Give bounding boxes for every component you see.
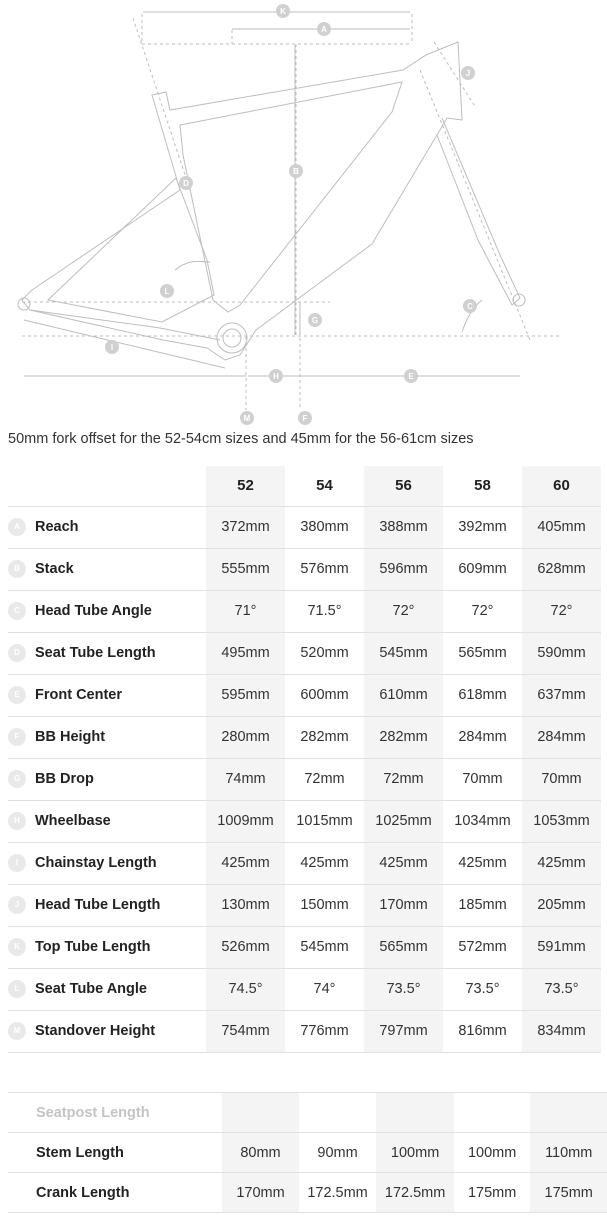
table-cell: 185mm <box>443 884 522 926</box>
fork-offset-note: 50mm fork offset for the 52-54cm sizes and 45mm for the 56-61cm sizes <box>8 431 474 447</box>
geometry-table <box>8 466 601 1053</box>
row-key-badge: F <box>8 728 26 746</box>
table-cell: 150mm <box>285 884 364 926</box>
table-cell: 610mm <box>364 674 443 716</box>
marker-d <box>179 176 193 190</box>
row-key-badge: I <box>8 854 26 872</box>
table-cell: 72° <box>364 590 443 632</box>
row-label: Chainstay Length <box>35 855 157 871</box>
row-key-badge: E <box>8 686 26 704</box>
marker-a <box>317 22 331 36</box>
table-row <box>8 548 601 590</box>
table-cell: 816mm <box>443 1010 522 1052</box>
table-cell: 576mm <box>285 548 364 590</box>
svg-text:L: L <box>164 287 170 296</box>
table-row <box>8 842 601 884</box>
table-cell: 80mm <box>222 1133 299 1173</box>
marker-k <box>276 4 290 18</box>
row-label: Front Center <box>35 687 122 703</box>
svg-text:B: B <box>293 167 299 176</box>
table-cell: 572mm <box>443 926 522 968</box>
table-cell: 170mm <box>364 884 443 926</box>
table-cell: 110mm <box>530 1133 607 1173</box>
table-cell: 596mm <box>364 548 443 590</box>
table-cell: 1015mm <box>285 800 364 842</box>
svg-text:F: F <box>302 414 308 423</box>
table-cell: 170mm <box>222 1173 299 1213</box>
table-row <box>8 800 601 842</box>
table-cell: 90mm <box>299 1133 377 1173</box>
table-cell: 425mm <box>364 842 443 884</box>
table-cell: 425mm <box>285 842 364 884</box>
header-blank <box>8 466 206 506</box>
size-header: 56 <box>364 466 443 506</box>
table-cell: 380mm <box>285 506 364 548</box>
table-cell: 372mm <box>206 506 285 548</box>
row-label: Seat Tube Length <box>35 645 156 661</box>
table-row <box>8 674 601 716</box>
table-cell: 526mm <box>206 926 285 968</box>
table-cell: 425mm <box>443 842 522 884</box>
table-cell <box>530 1093 607 1133</box>
frame-inner-triangle <box>180 82 402 312</box>
table-cell: 73.5° <box>522 968 601 1010</box>
size-header-row <box>8 466 601 506</box>
size-header: 58 <box>474 477 491 495</box>
table-cell: 280mm <box>206 716 285 758</box>
row-label: Wheelbase <box>35 813 111 829</box>
table-cell: 495mm <box>206 632 285 674</box>
table-row <box>8 506 601 548</box>
table-cell: 797mm <box>364 1010 443 1052</box>
row-label: BB Height <box>35 729 106 745</box>
table-cell: 172.5mm <box>376 1173 454 1213</box>
table-row <box>8 590 601 632</box>
table-cell: 545mm <box>285 926 364 968</box>
table-cell: 74mm <box>206 758 285 800</box>
table-cell: 425mm <box>522 842 601 884</box>
svg-text:G: G <box>311 316 319 325</box>
svg-text:C: C <box>467 302 473 311</box>
row-key-badge: J <box>8 896 26 914</box>
table-cell: 100mm <box>454 1133 531 1173</box>
table-cell: 284mm <box>522 716 601 758</box>
row-key-badge: H <box>8 812 26 830</box>
table-cell: 73.5° <box>364 968 443 1010</box>
table-cell: 388mm <box>364 506 443 548</box>
table-cell: 72° <box>522 590 601 632</box>
table-cell: 74° <box>285 968 364 1010</box>
size-header: 60 <box>522 466 601 506</box>
marker-m <box>240 411 254 425</box>
row-key-badge: M <box>8 1022 26 1040</box>
table-cell: 405mm <box>522 506 601 548</box>
table-cell: 70mm <box>443 758 522 800</box>
svg-text:E: E <box>408 372 414 381</box>
marker-c <box>463 299 477 313</box>
table-row <box>8 926 601 968</box>
table-cell: 1034mm <box>443 800 522 842</box>
table-cell: 609mm <box>443 548 522 590</box>
table-cell: 776mm <box>285 1010 364 1052</box>
table-cell: 425mm <box>206 842 285 884</box>
table-cell <box>299 1093 377 1133</box>
marker-g <box>308 313 322 327</box>
row-key-badge: A <box>8 518 26 536</box>
svg-text:I: I <box>110 343 114 352</box>
marker-h <box>269 369 283 383</box>
table-cell: 72° <box>443 590 522 632</box>
table-row <box>8 758 601 800</box>
svg-text:A: A <box>321 25 327 34</box>
table-cell: 595mm <box>206 674 285 716</box>
marker-l <box>160 284 174 298</box>
table-cell: 100mm <box>376 1133 454 1173</box>
table-row <box>8 1173 607 1213</box>
table-cell: 545mm <box>364 632 443 674</box>
components-table <box>8 1092 607 1213</box>
table-row <box>8 1010 601 1052</box>
row-label: Seat Tube Angle <box>35 981 147 997</box>
row-label: Head Tube Angle <box>35 603 152 619</box>
size-header: 52 <box>206 466 285 506</box>
size-header: 54 <box>316 477 333 495</box>
row-label: Head Tube Length <box>35 897 161 913</box>
table-cell: 565mm <box>443 632 522 674</box>
row-label: Stack <box>35 561 74 577</box>
table-cell: 591mm <box>522 926 601 968</box>
seatpost-length-label: Seatpost Length <box>8 1093 222 1133</box>
table-row <box>8 716 601 758</box>
table-cell <box>222 1093 299 1133</box>
table-row <box>8 1093 607 1133</box>
table-row <box>8 1133 607 1173</box>
table-cell: 130mm <box>206 884 285 926</box>
marker-b <box>289 164 303 178</box>
row-label: Standover Height <box>35 1023 156 1039</box>
table-cell: 637mm <box>522 674 601 716</box>
table-cell: 520mm <box>285 632 364 674</box>
frame-geometry-diagram <box>0 0 607 430</box>
table-row <box>8 884 601 926</box>
fork <box>437 118 520 305</box>
table-row <box>8 968 601 1010</box>
svg-text:J: J <box>465 69 471 78</box>
table-cell: 392mm <box>443 506 522 548</box>
frame-outline <box>22 42 462 360</box>
table-cell: 618mm <box>443 674 522 716</box>
svg-text:K: K <box>280 7 286 16</box>
table-cell: 72mm <box>285 758 364 800</box>
row-label: Top Tube Length <box>35 939 151 955</box>
marker-j <box>461 66 475 80</box>
table-cell <box>454 1093 531 1133</box>
table-cell: 282mm <box>285 716 364 758</box>
table-cell: 1025mm <box>364 800 443 842</box>
marker-f <box>298 411 312 425</box>
row-key-badge: L <box>8 980 26 998</box>
svg-text:H: H <box>273 372 279 381</box>
marker-e <box>404 369 418 383</box>
row-key-badge: D <box>8 644 26 662</box>
svg-text:D: D <box>183 179 189 188</box>
row-label: Crank Length <box>8 1173 222 1213</box>
table-row <box>8 632 601 674</box>
table-cell: 172.5mm <box>299 1173 377 1213</box>
marker-i <box>105 340 119 354</box>
table-cell: 834mm <box>522 1010 601 1052</box>
table-cell: 73.5° <box>443 968 522 1010</box>
row-label: BB Drop <box>35 771 94 787</box>
table-cell: 590mm <box>522 632 601 674</box>
rear-triangle-inner <box>48 178 214 322</box>
table-cell: 555mm <box>206 548 285 590</box>
row-key-badge: B <box>8 560 26 578</box>
table-cell: 175mm <box>454 1173 531 1213</box>
table-cell: 565mm <box>364 926 443 968</box>
table-cell: 71° <box>206 590 285 632</box>
table-cell: 74.5° <box>206 968 285 1010</box>
table-cell: 70mm <box>522 758 601 800</box>
table-cell: 72mm <box>364 758 443 800</box>
table-cell: 1053mm <box>522 800 601 842</box>
table-cell: 600mm <box>285 674 364 716</box>
table-cell: 754mm <box>206 1010 285 1052</box>
row-label: Stem Length <box>8 1133 222 1173</box>
row-key-badge: C <box>8 602 26 620</box>
table-cell: 71.5° <box>285 590 364 632</box>
table-cell: 175mm <box>530 1173 607 1213</box>
table-cell: 628mm <box>522 548 601 590</box>
svg-text:M: M <box>243 414 251 423</box>
table-cell <box>376 1093 454 1133</box>
table-cell: 282mm <box>364 716 443 758</box>
table-cell: 284mm <box>443 716 522 758</box>
table-cell: 1009mm <box>206 800 285 842</box>
row-label: Reach <box>35 519 79 535</box>
row-key-badge: K <box>8 938 26 956</box>
table-cell: 205mm <box>522 884 601 926</box>
row-key-badge: G <box>8 770 26 788</box>
